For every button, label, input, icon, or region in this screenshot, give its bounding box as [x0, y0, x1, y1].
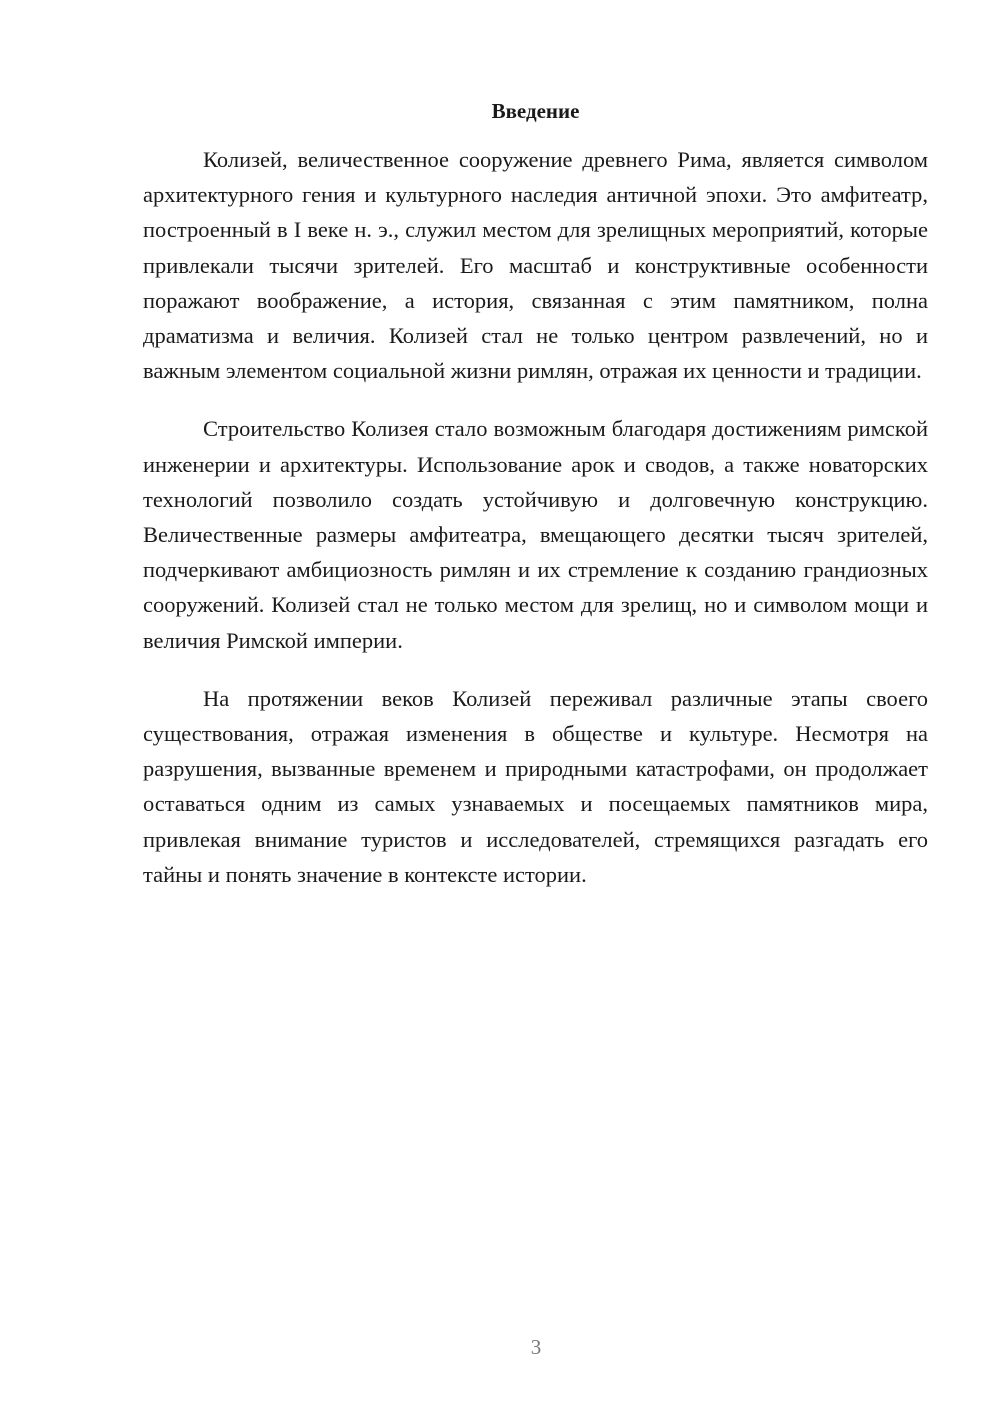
- section-heading: Введение: [491, 99, 580, 123]
- paragraph: Колизей, величественное сооружение древнего Рима, является символом архитектурного гения и культурного наследия античной эпохи. Это амфитеатр, построенный в I веке н. э., служил местом для зрелищных мероприятий, которые привлекали тысячи зрителей. Его масштаб и конструктивные особенности поражают воображение, а история, связанная с этим памятником, полна драматизма и величия. Колизей стал не только центром развлечений, но и важным элементом социальной жизни римлян, отражая их ценности и традиции.: [143, 147, 928, 384]
- page-number: 3: [530, 1335, 542, 1359]
- paragraph: На протяжении веков Колизей переживал различные этапы своего существования, отражая изменения в обществе и культуре. Несмотря на разрушения, вызванные временем и природными катастрофами, он продолжает оставаться одним из самых узнаваемых и посещаемых памятников мира, привлекая внимание туристов и исследователей, стремящихся разгадать его тайны и понять значение в контексте истории.: [143, 685, 928, 887]
- body-text: [143, 142, 928, 915]
- paragraph: Строительство Колизея стало возможным благодаря достижениям римской инженерии и архитектуры. Использование арок и сводов, а также новаторских технологий позволило создать устойчивую и долговечную конструкцию. Величественные размеры амфитеатра, вмещающего десятки тысяч зрителей, подчеркивают амбициозность римлян и их стремление к созданию грандиозных сооружений. Колизей стал не только местом для зрелищ, но и символом мощи и величия Римской империи.: [143, 416, 928, 653]
